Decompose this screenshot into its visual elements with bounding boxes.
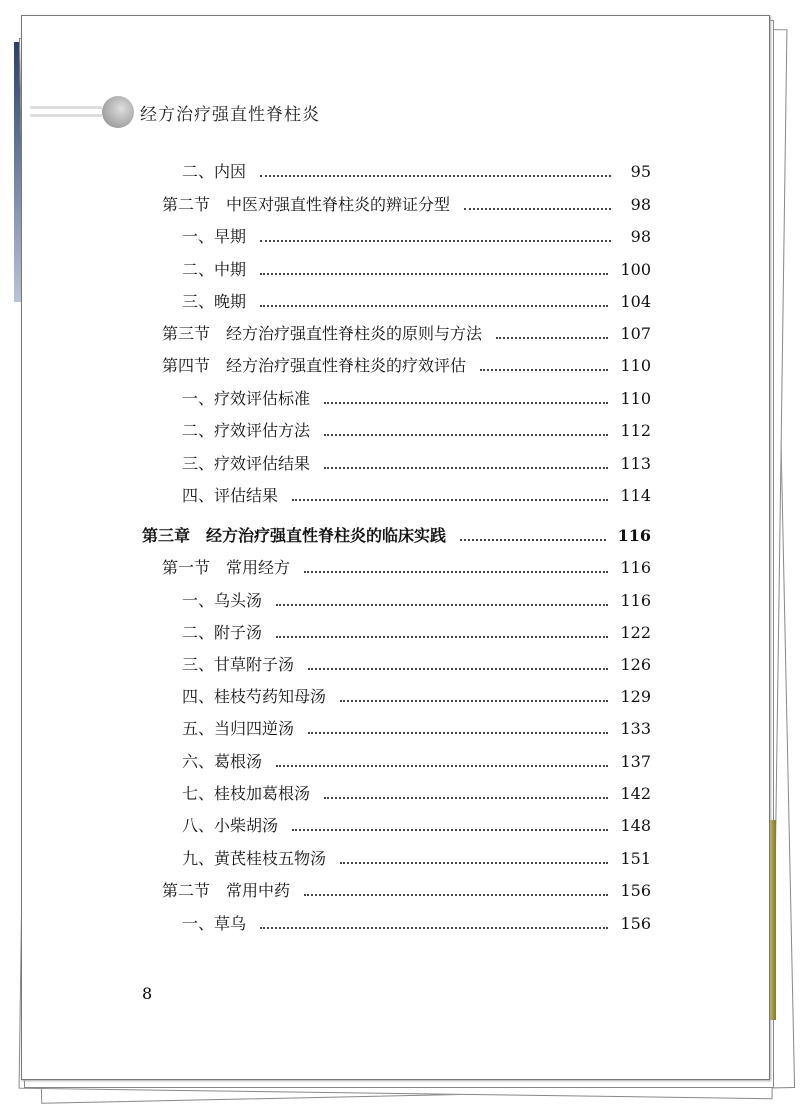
toc-page-number: 114 bbox=[620, 486, 651, 505]
leader-dots bbox=[260, 305, 608, 307]
toc-label: 第三节 经方治疗强直性脊柱炎的原则与方法 bbox=[162, 324, 483, 343]
toc-entry[interactable] bbox=[182, 652, 651, 675]
toc-label: 五、当归四逆汤 bbox=[182, 719, 295, 738]
toc-label: 七、桂枝加葛根汤 bbox=[182, 784, 311, 803]
toc-entry[interactable] bbox=[182, 911, 651, 934]
toc-entry[interactable] bbox=[182, 781, 651, 804]
toc-entry[interactable] bbox=[182, 588, 651, 611]
toc-entry[interactable] bbox=[182, 813, 651, 836]
toc-entry[interactable] bbox=[182, 386, 651, 409]
toc-label: 三、甘草附子汤 bbox=[182, 655, 295, 674]
toc-label: 第四节 经方治疗强直性脊柱炎的疗效评估 bbox=[162, 356, 467, 375]
toc-label: 四、评估结果 bbox=[182, 486, 279, 505]
toc-entry[interactable] bbox=[182, 684, 651, 707]
running-header bbox=[30, 96, 320, 128]
leader-dots bbox=[260, 927, 608, 929]
page-number: 8 bbox=[142, 984, 153, 1003]
toc-label: 九、黄芪桂枝五物汤 bbox=[182, 849, 327, 868]
toc-page-number: 137 bbox=[620, 752, 651, 771]
leader-dots bbox=[460, 539, 606, 541]
toc-entry[interactable] bbox=[162, 555, 651, 578]
toc-page-number: 113 bbox=[620, 454, 651, 473]
book-title: 经方治疗强直性脊柱炎 bbox=[140, 104, 320, 125]
toc-entry[interactable] bbox=[142, 523, 651, 546]
toc-page-number: 156 bbox=[620, 914, 651, 933]
toc-page-number: 116 bbox=[620, 591, 651, 610]
toc-label: 一、草乌 bbox=[182, 914, 247, 933]
toc-entry[interactable] bbox=[182, 749, 651, 772]
leader-dots bbox=[304, 571, 608, 573]
leader-dots bbox=[496, 337, 608, 339]
toc-page-number: 133 bbox=[620, 719, 651, 738]
toc-page-number: 98 bbox=[630, 195, 651, 214]
leader-dots bbox=[324, 467, 608, 469]
leader-dots bbox=[260, 240, 611, 242]
toc-entry[interactable] bbox=[182, 159, 651, 182]
spine-logo-icon bbox=[102, 96, 134, 128]
leader-dots bbox=[324, 434, 608, 436]
toc-entry[interactable] bbox=[182, 716, 651, 739]
toc-entry[interactable] bbox=[182, 451, 651, 474]
toc-label: 三、晚期 bbox=[182, 292, 247, 311]
toc-page-number: 112 bbox=[620, 421, 651, 440]
toc-page-number: 126 bbox=[620, 655, 651, 674]
toc-page-number: 100 bbox=[620, 260, 651, 279]
toc-page-number: 148 bbox=[620, 816, 651, 835]
leader-dots bbox=[260, 273, 608, 275]
leader-dots bbox=[480, 369, 608, 371]
toc-entry[interactable] bbox=[182, 257, 651, 280]
leader-dots bbox=[276, 636, 608, 638]
toc-page-number: 110 bbox=[620, 356, 651, 375]
toc-label: 一、早期 bbox=[182, 227, 247, 246]
toc-page-number: 95 bbox=[630, 162, 651, 181]
toc-label: 二、疗效评估方法 bbox=[182, 421, 311, 440]
leader-dots bbox=[260, 175, 611, 177]
toc-page-number: 107 bbox=[620, 324, 651, 343]
leader-dots bbox=[304, 894, 608, 896]
leader-dots bbox=[276, 604, 608, 606]
toc-entry[interactable] bbox=[162, 192, 651, 215]
toc-page-number: 142 bbox=[620, 784, 651, 803]
toc-page-number: 122 bbox=[620, 623, 651, 642]
toc-page-number: 151 bbox=[620, 849, 651, 868]
toc-entry[interactable] bbox=[182, 224, 651, 247]
toc-entry[interactable] bbox=[182, 620, 651, 643]
header-lines bbox=[30, 106, 102, 118]
toc-label: 六、葛根汤 bbox=[182, 752, 263, 771]
book-page bbox=[21, 15, 770, 1080]
leader-dots bbox=[308, 668, 608, 670]
toc-label: 第二节 常用中药 bbox=[162, 881, 291, 900]
leader-dots bbox=[324, 402, 608, 404]
toc-page-number: 116 bbox=[620, 558, 651, 577]
toc-label: 八、小柴胡汤 bbox=[182, 816, 279, 835]
toc-label: 一、乌头汤 bbox=[182, 591, 263, 610]
toc-label: 第一节 常用经方 bbox=[162, 558, 291, 577]
toc-label: 第三章 经方治疗强直性脊柱炎的临床实践 bbox=[142, 526, 447, 545]
toc-label: 三、疗效评估结果 bbox=[182, 454, 311, 473]
toc-entry[interactable] bbox=[162, 321, 651, 344]
toc-page-number: 116 bbox=[617, 526, 651, 545]
toc-label: 二、内因 bbox=[182, 162, 247, 181]
toc-entry[interactable] bbox=[182, 483, 651, 506]
toc-label: 二、附子汤 bbox=[182, 623, 263, 642]
toc-page-number: 129 bbox=[620, 687, 651, 706]
leader-dots bbox=[276, 765, 608, 767]
toc-entry[interactable] bbox=[182, 846, 651, 869]
leader-dots bbox=[324, 797, 608, 799]
leader-dots bbox=[292, 829, 608, 831]
toc-entry[interactable] bbox=[162, 878, 651, 901]
toc-label: 四、桂枝芍药知母汤 bbox=[182, 687, 327, 706]
toc-entry[interactable] bbox=[162, 353, 651, 376]
toc-label: 第二节 中医对强直性脊柱炎的辨证分型 bbox=[162, 195, 451, 214]
leader-dots bbox=[292, 499, 608, 501]
toc-entry[interactable] bbox=[182, 418, 651, 441]
leader-dots bbox=[308, 732, 608, 734]
toc-label: 二、中期 bbox=[182, 260, 247, 279]
toc-page-number: 98 bbox=[630, 227, 651, 246]
toc-page-number: 104 bbox=[620, 292, 651, 311]
leader-dots bbox=[340, 862, 608, 864]
leader-dots bbox=[464, 208, 611, 210]
toc-page-number: 110 bbox=[620, 389, 651, 408]
toc-label: 一、疗效评估标准 bbox=[182, 389, 311, 408]
leader-dots bbox=[340, 700, 608, 702]
toc-entry[interactable] bbox=[182, 289, 651, 312]
toc-page-number: 156 bbox=[620, 881, 651, 900]
